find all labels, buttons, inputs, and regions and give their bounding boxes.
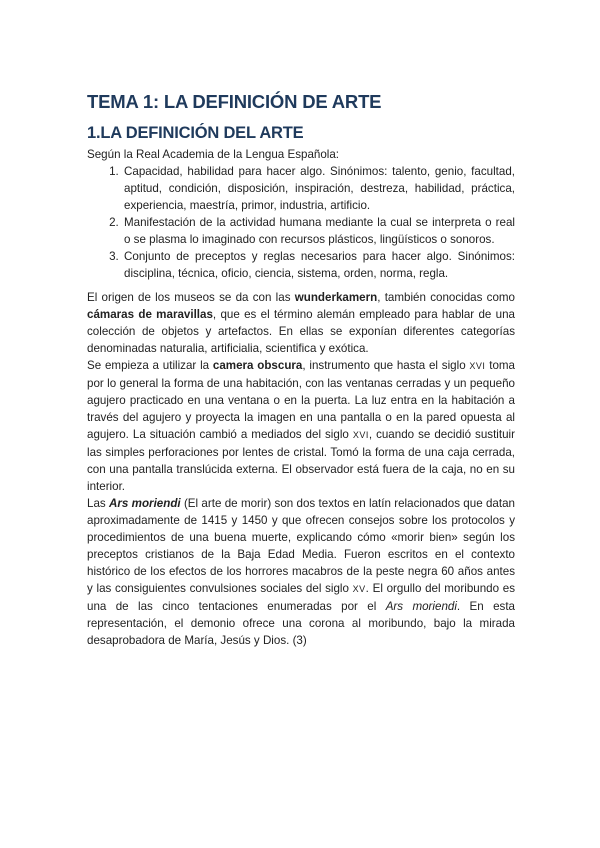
paragraph-museums bbox=[87, 289, 515, 357]
page-title: TEMA 1: LA DEFINICIÓN DE ARTE bbox=[87, 91, 382, 112]
document-body bbox=[87, 146, 515, 649]
text-run: toma por lo general la forma de una habitación, con las ventanas cerradas y un pequeño agujero practicado en una ventana o en la puerta. La luz entra en la habitación a través del agujero y proyecta la imagen en una pantalla o en la pared opuesta al agujero. La situación cambió a mediados del siglo bbox=[87, 359, 515, 441]
text-run: . En esta representación, el demonio ofrece una corona al moribundo, bajo la mirada desaprobadora de María, Jesús y Dios. (3) bbox=[87, 600, 515, 647]
text-run: . El orgullo del moribundo es una de las cinco tentaciones enumeradas por el bbox=[87, 582, 516, 613]
text-run: Las bbox=[87, 497, 110, 510]
century-numeral: XV bbox=[352, 584, 366, 594]
definition-item: 2. Manifestación de la actividad humana mediante la cual se interpreta o real o se plasma lo imaginado con recursos plásticos, lingüísticos o sonoros. bbox=[122, 214, 515, 248]
intro-text: Según la Real Academia de la Lengua Española: bbox=[87, 148, 340, 161]
term-camera-obscura: camera obscura bbox=[212, 359, 303, 372]
term-ars-moriendi-italic: Ars moriendi bbox=[385, 600, 457, 613]
text-run: , instrumento que hasta el siglo bbox=[302, 359, 470, 372]
text-run: (El arte de morir) son dos textos en latín relacionados que datan aproximadamente de 1415 y 1450 y que ofrecen consejos sobre los protocolos y procedimientos de una buena muerte, explicando cómo «morir bien» según los preceptos cristianos de la Baja Edad Media. Fueron escritos en el contexto histórico de los efectos de los horrores macabros de la peste negra 60 años antes y las consiguientes convulsiones sociales del siglo bbox=[87, 497, 515, 595]
term-camaras-de-maravillas: cámaras de maravillas bbox=[87, 308, 213, 321]
text-run: El origen de los museos se da con las bbox=[87, 291, 295, 304]
text-run: , cuando se decidió sustituir las simples perforaciones por lentes de cristal. Tomó la forma de una caja cerrada, con una pantalla translúcida externa. El observador está fuera de la caja, no en su interior. bbox=[87, 428, 515, 493]
term-ars-moriendi: Ars moriendi bbox=[109, 497, 181, 510]
definition-list bbox=[87, 163, 515, 282]
term-wunderkamern: wunderkamern bbox=[294, 291, 378, 304]
text-run: , también conocidas como bbox=[377, 291, 516, 304]
definition-item: 3. Conjunto de preceptos y reglas necesarios para hacer algo. Sinónimos: disciplina, técnica, oficio, ciencia, sistema, orden, norma, regla. bbox=[122, 248, 515, 282]
century-numeral: XVI bbox=[469, 361, 486, 371]
paragraph-camera-obscura bbox=[87, 357, 515, 495]
paragraph-ars-moriendi bbox=[87, 495, 515, 649]
text-run: Se empieza a utilizar la bbox=[87, 359, 213, 372]
section-title: 1.LA DEFINICIÓN DEL ARTE bbox=[87, 124, 304, 142]
century-numeral: XVI bbox=[352, 430, 369, 440]
definition-item: 1. Capacidad, habilidad para hacer algo. Sinónimos: talento, genio, facultad, aptitud, condición, disposición, inspiración, destreza, habilidad, práctica, experiencia, maestría, primor, industria, artificio. bbox=[122, 163, 515, 214]
text-run: , que es el término alemán empleado para hablar de una colección de objetos y artefactos. En ellas se exponían diferentes categorías denominadas naturalia, artificialia, scientifica y exótica. bbox=[87, 308, 515, 355]
